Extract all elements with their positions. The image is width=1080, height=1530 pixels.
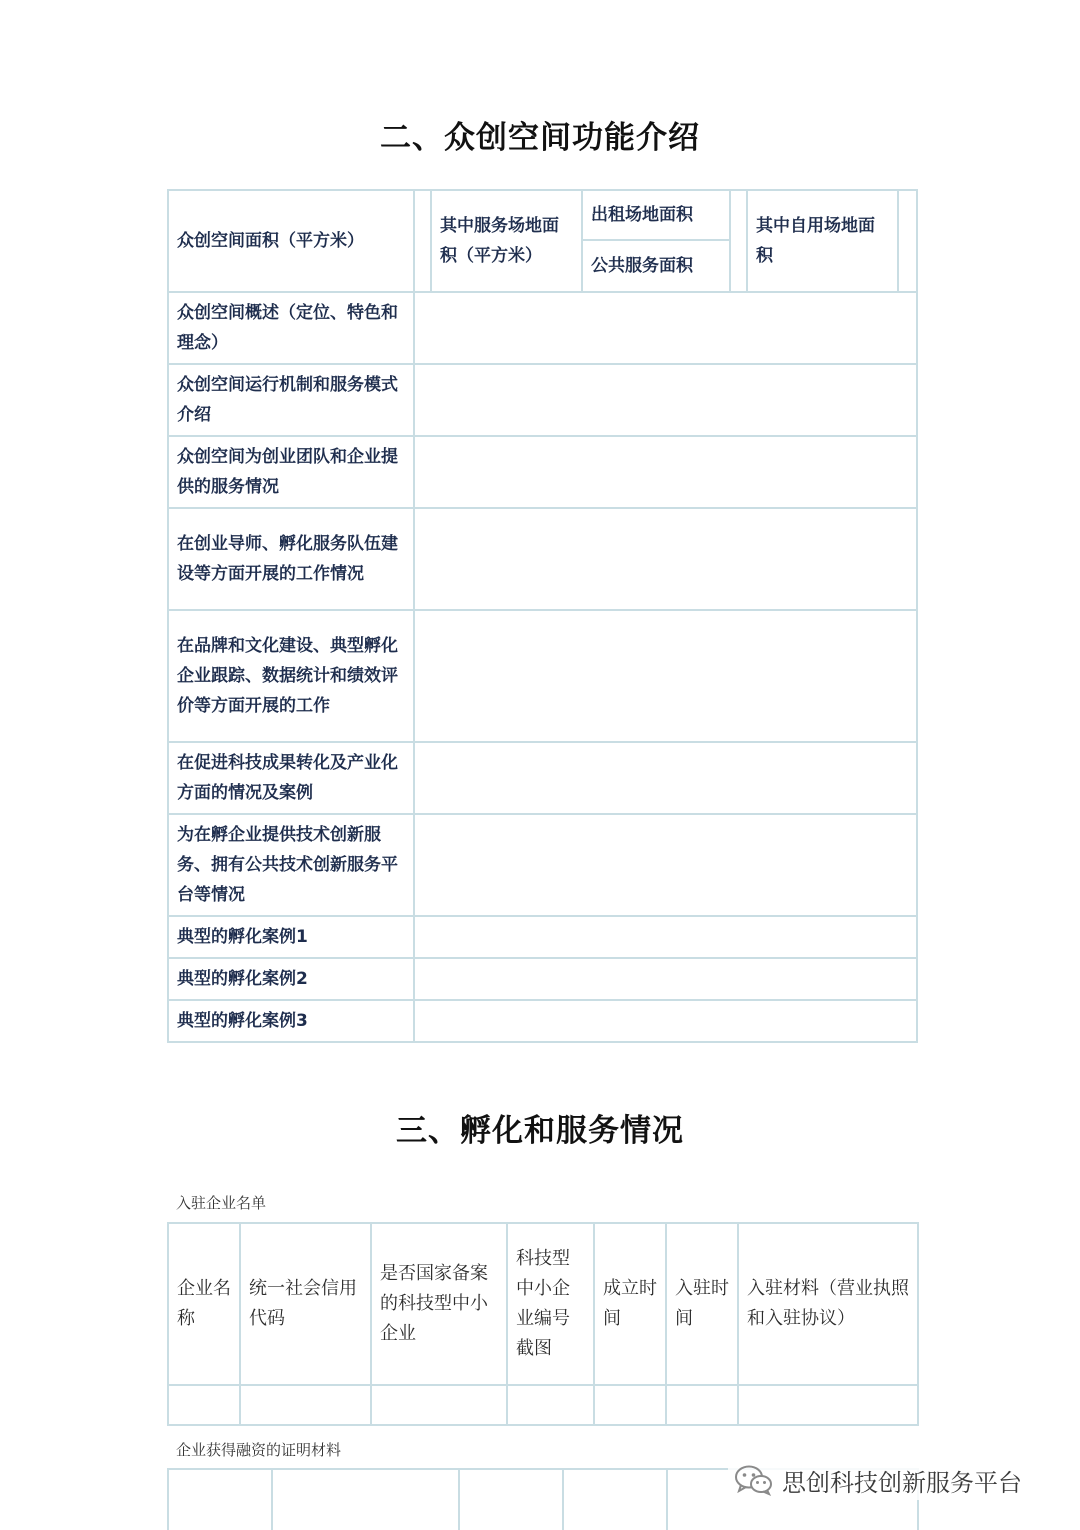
- column-header: 统一社会信用代码: [240, 1223, 371, 1385]
- row-label: 为在孵企业提供技术创新服务、拥有公共技术创新服务平台等情况: [168, 814, 414, 916]
- table-cell[interactable]: [738, 1385, 918, 1425]
- column-header: 科技型中小企业编号截图: [507, 1223, 594, 1385]
- section-title-function: 二、众创空间功能介绍: [380, 120, 700, 156]
- row-value[interactable]: [414, 742, 917, 814]
- table-cell[interactable]: [459, 1469, 563, 1530]
- row-value[interactable]: [414, 958, 917, 1000]
- table-cell[interactable]: [563, 1469, 667, 1530]
- column-header: 入驻时间: [666, 1223, 738, 1385]
- section-title-incubation: 三、孵化和服务情况: [396, 1113, 684, 1149]
- enterprise-list-label: 入驻企业名单: [176, 1194, 267, 1212]
- row-label: 在创业导师、孵化服务队伍建设等方面开展的工作情况: [168, 508, 414, 610]
- column-header: 成立时间: [594, 1223, 666, 1385]
- area-value[interactable]: [414, 190, 431, 292]
- row-label: 典型的孵化案例1: [168, 916, 414, 958]
- rent-area-label: 出租场地面积: [582, 190, 730, 240]
- column-header: 企业名称: [168, 1223, 240, 1385]
- row-value[interactable]: [414, 814, 917, 916]
- watermark-text: 思创科技创新服务平台: [782, 1468, 1022, 1497]
- row-label: 典型的孵化案例2: [168, 958, 414, 1000]
- self-use-area-value[interactable]: [898, 190, 917, 292]
- row-value[interactable]: [414, 916, 917, 958]
- table-cell[interactable]: [507, 1385, 594, 1425]
- table-cell[interactable]: [371, 1385, 507, 1425]
- rent-area-value[interactable]: [730, 190, 747, 292]
- table-cell[interactable]: [240, 1385, 371, 1425]
- financing-proof-label: 企业获得融资的证明材料: [176, 1441, 342, 1459]
- public-service-area-label: 公共服务面积: [582, 240, 730, 292]
- row-label: 在促进科技成果转化及产业化方面的情况及案例: [168, 742, 414, 814]
- table-cell[interactable]: [168, 1385, 240, 1425]
- row-label: 众创空间为创业团队和企业提供的服务情况: [168, 436, 414, 508]
- row-label: 众创空间运行机制和服务模式介绍: [168, 364, 414, 436]
- column-header: 入驻材料（营业执照和入驻协议）: [738, 1223, 918, 1385]
- row-value[interactable]: [414, 508, 917, 610]
- wechat-icon: [734, 1464, 774, 1496]
- watermark: [728, 1460, 1028, 1500]
- row-value[interactable]: [414, 364, 917, 436]
- row-value[interactable]: [414, 610, 917, 742]
- function-table: [167, 189, 918, 1043]
- column-header: 是否国家备案的科技型中小企业: [371, 1223, 507, 1385]
- area-label: 众创空间面积（平方米）: [168, 190, 414, 292]
- row-value[interactable]: [414, 436, 917, 508]
- row-label: 典型的孵化案例3: [168, 1000, 414, 1042]
- row-value[interactable]: [414, 292, 917, 364]
- table-cell[interactable]: [272, 1469, 459, 1530]
- table-cell[interactable]: [666, 1385, 738, 1425]
- enterprise-list-table: [167, 1222, 919, 1426]
- table-cell[interactable]: [594, 1385, 666, 1425]
- table-cell[interactable]: [168, 1469, 272, 1530]
- self-use-area-label: 其中自用场地面积: [747, 190, 898, 292]
- service-area-label: 其中服务场地面积（平方米）: [431, 190, 582, 292]
- row-label: 在品牌和文化建设、典型孵化企业跟踪、数据统计和绩效评价等方面开展的工作: [168, 610, 414, 742]
- row-label: 众创空间概述（定位、特色和理念）: [168, 292, 414, 364]
- row-value[interactable]: [414, 1000, 917, 1042]
